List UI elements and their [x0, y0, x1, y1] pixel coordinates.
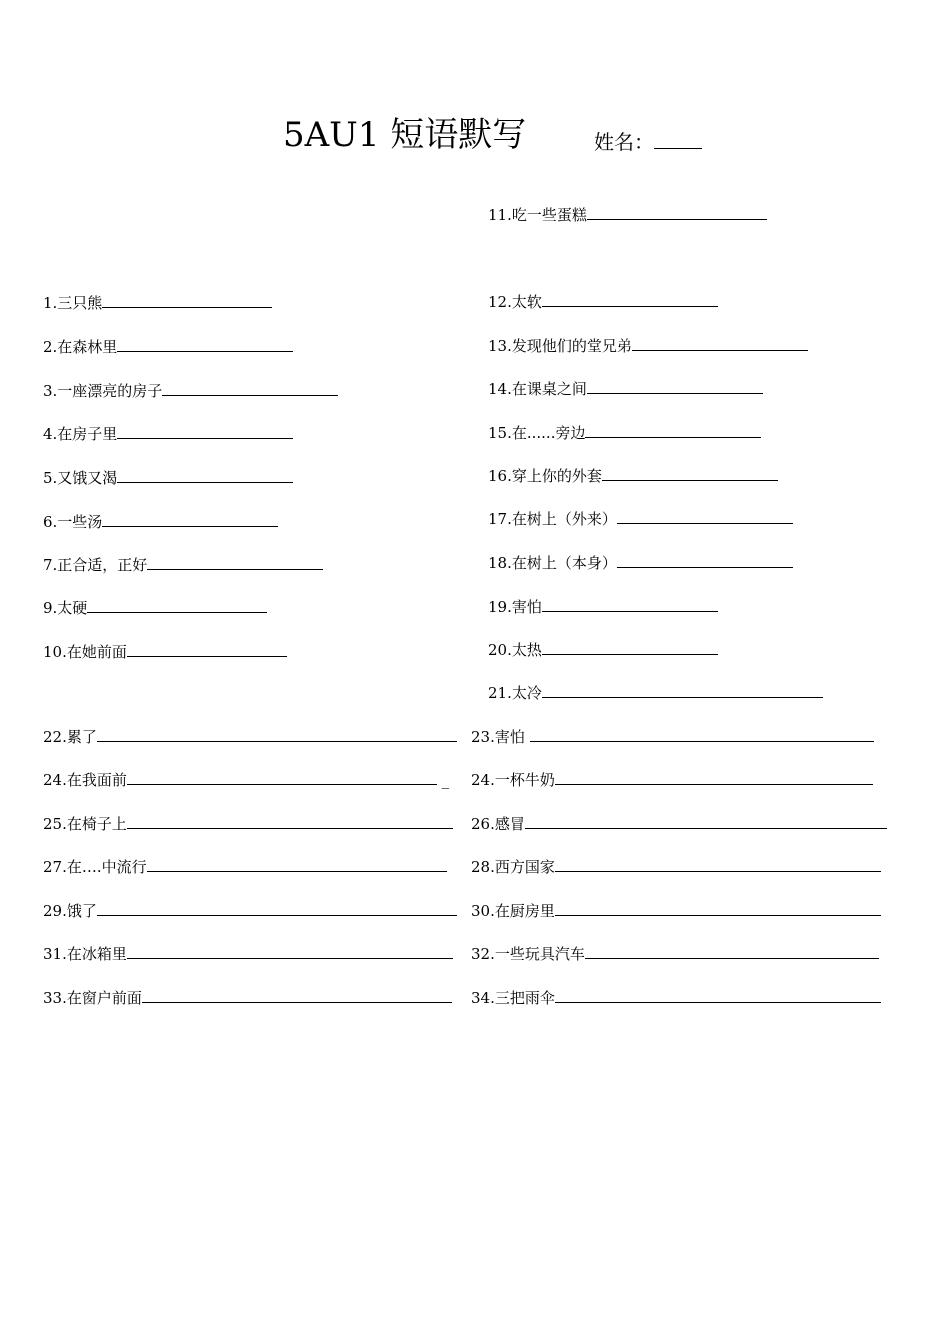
- phrase-label: 31.在冰箱里: [43, 945, 127, 963]
- answer-blank[interactable]: [585, 421, 761, 438]
- phrase-label: 25.在椅子上: [43, 815, 127, 833]
- answer-blank[interactable]: [585, 942, 879, 959]
- phrase-item: [488, 290, 718, 312]
- answer-blank[interactable]: [555, 899, 881, 916]
- answer-blank[interactable]: [602, 464, 778, 481]
- phrase-item: [488, 507, 793, 529]
- answer-blank[interactable]: [587, 377, 763, 394]
- phrase-item: [488, 638, 718, 660]
- phrase-item: [471, 986, 881, 1008]
- phrase-label: 28.西方国家: [471, 858, 555, 876]
- phrase-label: 30.在厨房里: [471, 902, 555, 920]
- phrase-label: 2.在森林里: [43, 338, 118, 356]
- phrase-label: 16.穿上你的外套: [488, 467, 602, 485]
- answer-blank[interactable]: [555, 768, 873, 785]
- answer-blank[interactable]: [127, 640, 287, 657]
- answer-blank[interactable]: [617, 507, 793, 524]
- answer-blank[interactable]: [555, 986, 881, 1003]
- answer-blank[interactable]: [162, 379, 338, 396]
- phrase-label: 24.在我面前: [43, 771, 127, 789]
- phrase-label: 23.害怕: [471, 728, 525, 746]
- phrase-label: 32.一些玩具汽车: [471, 945, 585, 963]
- answer-blank[interactable]: [632, 334, 808, 351]
- phrase-label: 20.太热: [488, 641, 542, 659]
- phrase-label: 3.一座漂亮的房子: [43, 382, 163, 400]
- answer-blank[interactable]: [147, 553, 323, 570]
- answer-blank[interactable]: [102, 291, 272, 308]
- phrase-item: [43, 510, 278, 532]
- phrase-item: [43, 335, 293, 357]
- answer-blank[interactable]: [117, 335, 293, 352]
- phrase-label: 13.发现他们的堂兄弟: [488, 337, 632, 355]
- phrase-label: 24.一杯牛奶: [471, 771, 555, 789]
- phrase-item: [471, 855, 881, 877]
- phrase-item: [488, 334, 808, 356]
- answer-blank[interactable]: [97, 899, 457, 916]
- phrase-label: 5.又饿又渴: [43, 469, 118, 487]
- phrase-item: [43, 596, 267, 618]
- answer-blank[interactable]: [555, 855, 881, 872]
- phrase-item: [43, 855, 447, 877]
- phrase-label: 33.在窗户前面: [43, 989, 142, 1007]
- phrase-label: 10.在她前面: [43, 643, 127, 661]
- phrase-item: [471, 942, 879, 964]
- phrase-item: [43, 942, 453, 964]
- answer-blank[interactable]: [542, 595, 718, 612]
- phrase-label: 21.太冷: [488, 684, 542, 702]
- phrase-item: [488, 595, 718, 617]
- answer-blank[interactable]: [587, 203, 767, 220]
- name-field: [594, 126, 702, 156]
- phrase-item: [488, 464, 778, 486]
- phrase-item: [43, 379, 338, 401]
- phrase-item: [43, 640, 287, 662]
- answer-blank[interactable]: [147, 855, 447, 872]
- phrase-item: [488, 551, 793, 573]
- phrase-label: 19.害怕: [488, 598, 542, 616]
- phrase-label: 14.在课桌之间: [488, 380, 587, 398]
- phrase-label: 7.正合适，正好: [43, 556, 148, 574]
- phrase-label: 29.饿了: [43, 902, 97, 920]
- phrase-item: [488, 203, 767, 225]
- phrase-label: 22.累了: [43, 728, 97, 746]
- name-blank[interactable]: [654, 126, 702, 149]
- phrase-item: [43, 291, 272, 313]
- phrase-item: [43, 553, 323, 575]
- phrase-item: [471, 899, 881, 921]
- phrase-label: 12.太软: [488, 293, 542, 311]
- phrase-item: [43, 899, 457, 921]
- phrase-item: [43, 986, 452, 1008]
- phrase-label: 26.感冒: [471, 815, 525, 833]
- phrase-item: [43, 812, 453, 834]
- phrase-label: 15.在......旁边: [488, 424, 586, 442]
- phrase-label: 34.三把雨伞: [471, 989, 555, 1007]
- answer-blank[interactable]: [142, 986, 452, 1003]
- answer-blank[interactable]: [542, 638, 718, 655]
- phrase-label: 18.在树上（本身）: [488, 554, 617, 572]
- answer-blank[interactable]: [542, 290, 718, 307]
- phrase-label: 27.在….中流行: [43, 858, 147, 876]
- phrase-item: [471, 812, 887, 834]
- phrase-label: 6.一些汤: [43, 513, 103, 531]
- phrase-label: 11.吃一些蛋糕: [488, 206, 587, 224]
- answer-blank[interactable]: [542, 681, 823, 698]
- answer-blank[interactable]: [117, 422, 293, 439]
- answer-blank[interactable]: [530, 725, 874, 742]
- answer-blank[interactable]: [127, 942, 453, 959]
- name-label: 姓名：: [594, 130, 654, 154]
- phrase-item: [43, 768, 449, 790]
- stray-mark: _: [441, 771, 450, 789]
- phrase-label: 9.太硬: [43, 599, 88, 617]
- phrase-item: [488, 421, 761, 443]
- phrase-item: [43, 466, 293, 488]
- phrase-item: [488, 681, 823, 703]
- answer-blank[interactable]: [97, 725, 457, 742]
- phrase-item: [488, 377, 763, 399]
- phrase-item: [43, 422, 293, 444]
- phrase-label: 4.在房子里: [43, 425, 118, 443]
- answer-blank[interactable]: [102, 510, 278, 527]
- phrase-label: 17.在树上（外来）: [488, 510, 617, 528]
- answer-blank[interactable]: [127, 812, 453, 829]
- answer-blank[interactable]: [117, 466, 293, 483]
- answer-blank[interactable]: [87, 596, 267, 613]
- answer-blank[interactable]: [617, 551, 793, 568]
- worksheet-title: 5AU1 短语默写: [283, 115, 527, 155]
- phrase-item: [471, 768, 873, 790]
- answer-blank[interactable]: [127, 768, 437, 785]
- phrase-item: [471, 725, 874, 747]
- phrase-item: [43, 725, 457, 747]
- phrase-label: 1.三只熊: [43, 294, 103, 312]
- answer-blank[interactable]: [525, 812, 887, 829]
